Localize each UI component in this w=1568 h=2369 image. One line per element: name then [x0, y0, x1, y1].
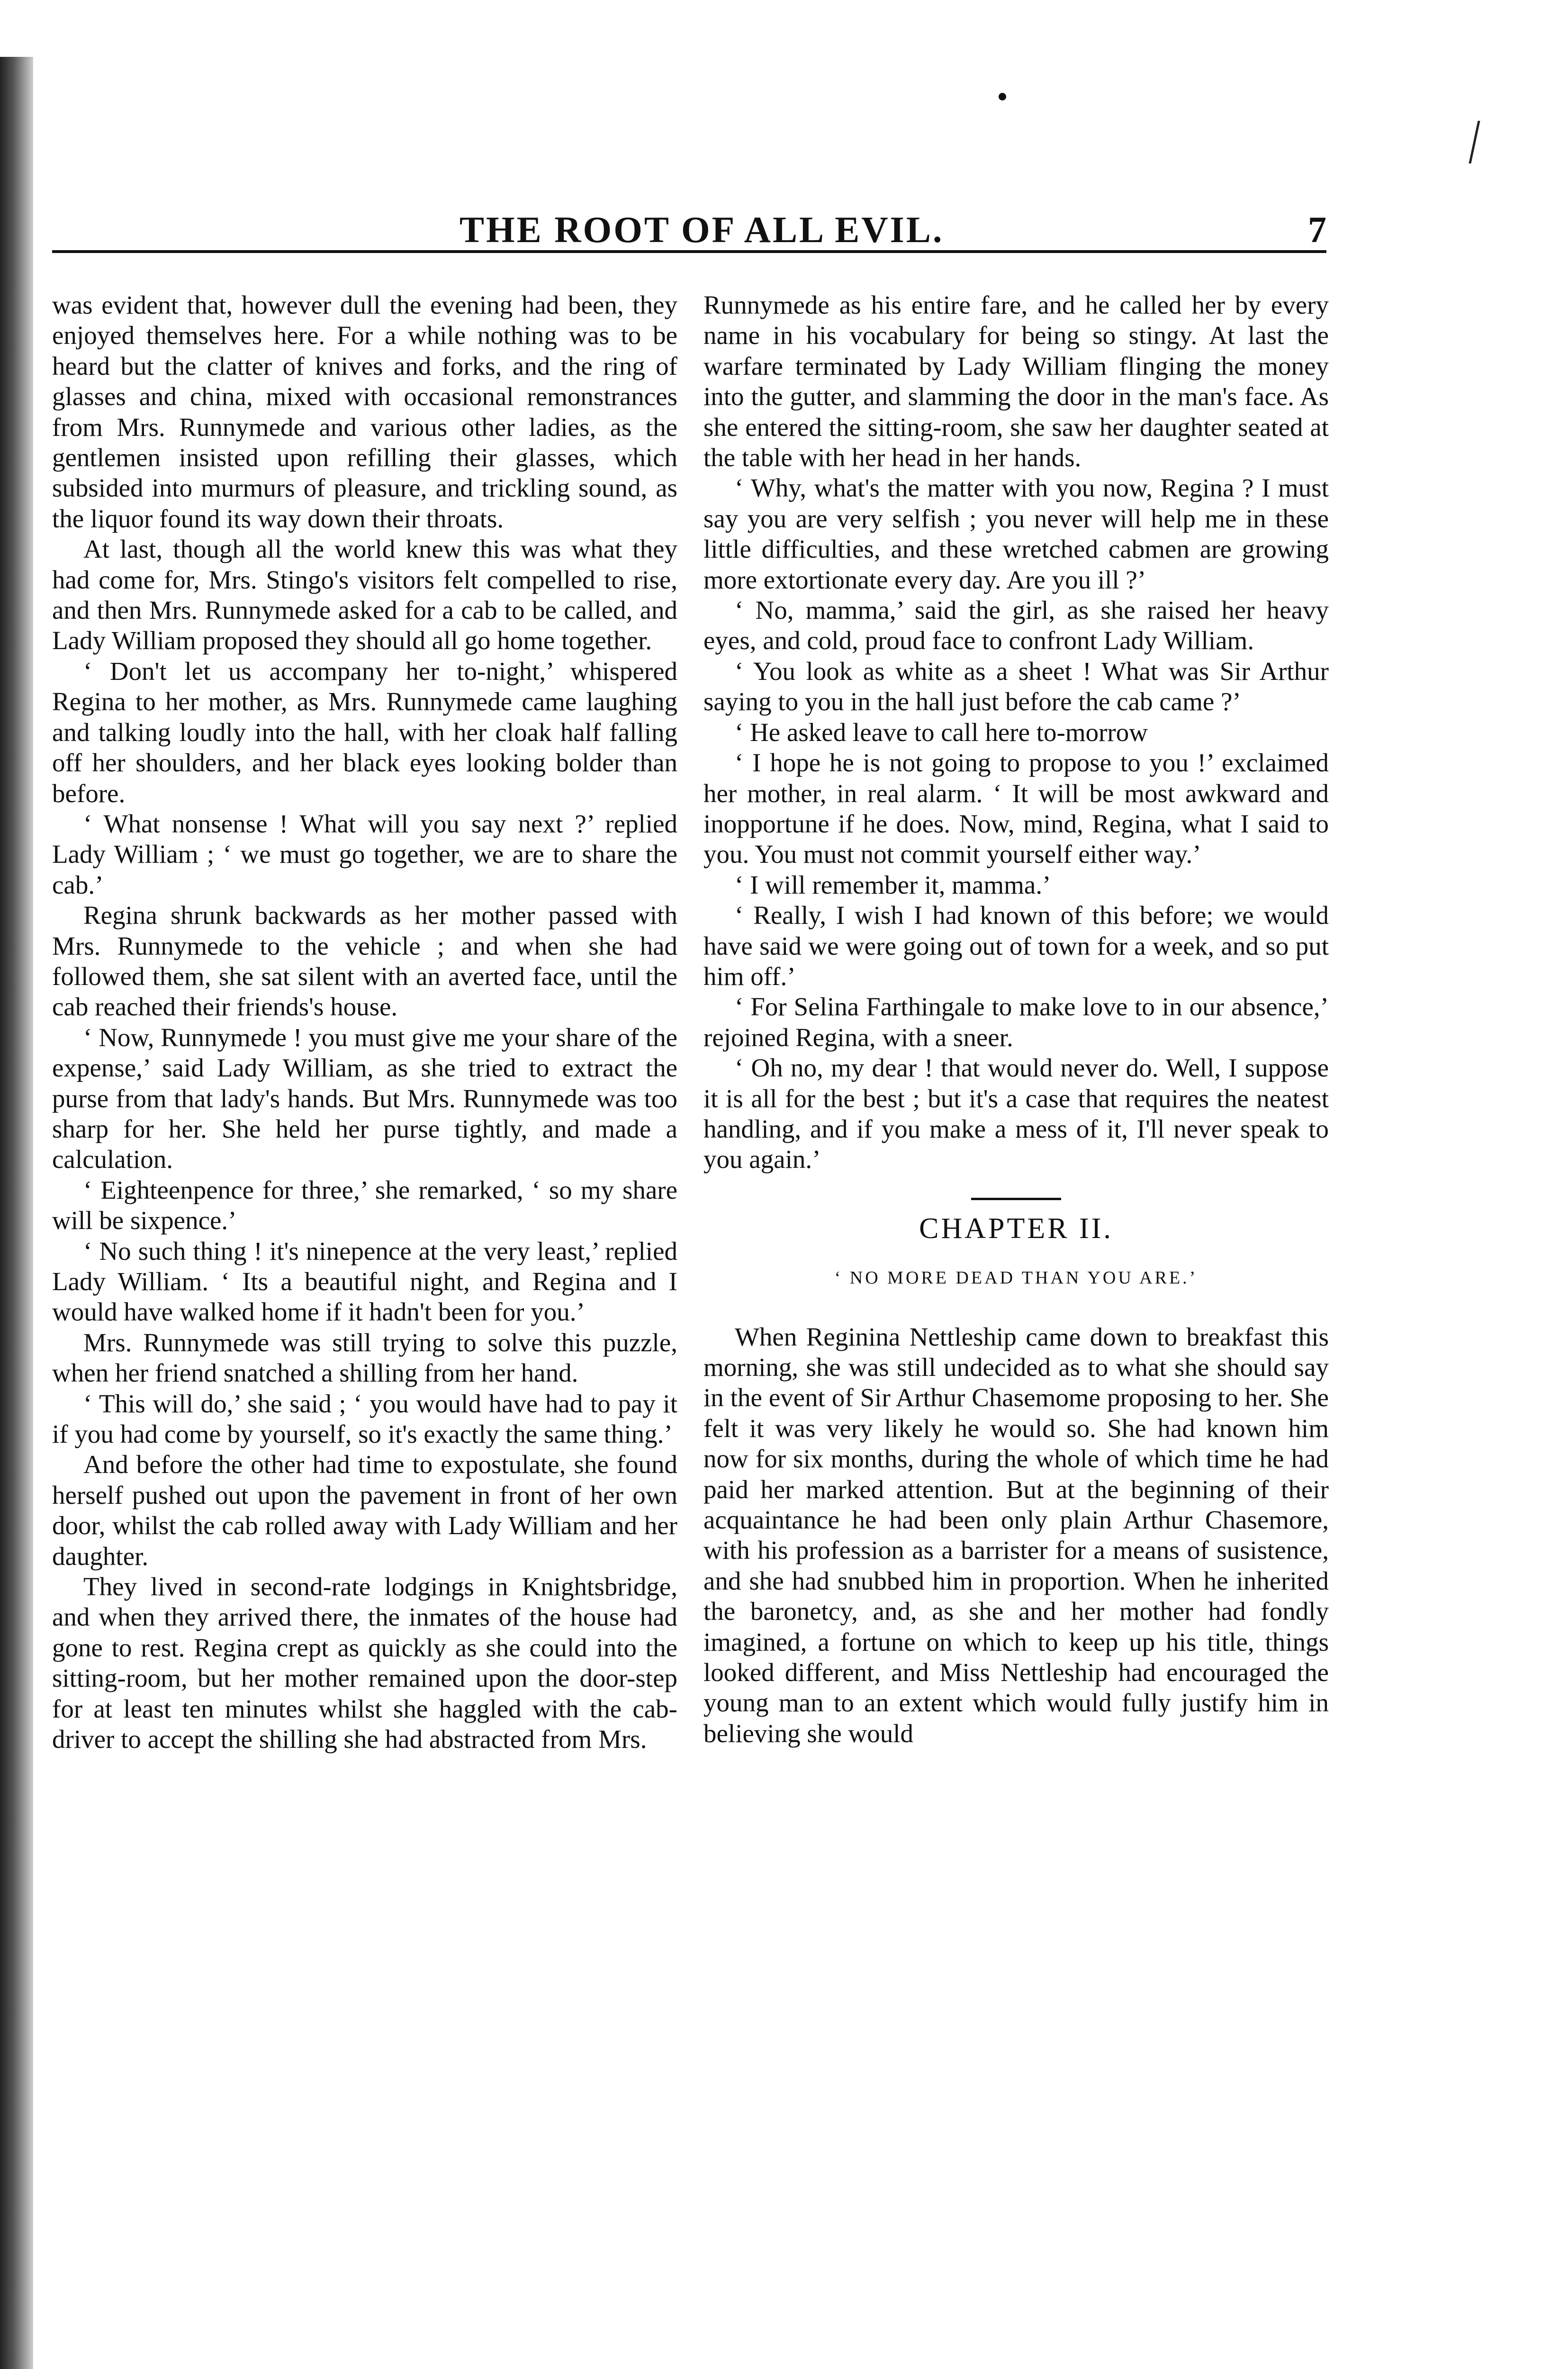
paragraph: ‘ Don't let us accompany her to-night,’ whispered Regina to her mother, as Mrs. Runnymede came laughing and talking loudly into the hall, with her cloak half falling off her shoulders, and her black eyes looking bolder than before. — [52, 656, 677, 808]
chapter-rule — [971, 1198, 1061, 1200]
paragraph: ‘ Really, I wish I had known of this before; we would have said we were going out of town for a week, and so put him off.’ — [703, 901, 1329, 991]
paragraph: ‘ No such thing ! it's ninepence at the very least,’ replied Lady William. ‘ Its a beautiful night, and Regina and I would have walked home if it hadn't been for you.’ — [52, 1236, 677, 1327]
binding-shadow — [0, 57, 33, 2369]
paragraph: was evident that, however dull the evening had been, they enjoyed themselves here. For a while nothing was to be heard but the clatter of knives and forks, and the ring of glasses and china, mixed with occasional remonstrances from Mrs. Runnymede and various other ladies, as the gentlemen insisted upon refilling their glasses, which subsided into murmurs of pleasure, and trickling sound, as the liquor found its way down their throats. — [52, 290, 677, 533]
paragraph: ‘ For Selina Farthingale to make love to in our absence,’ rejoined Regina, with a sneer. — [703, 992, 1329, 1052]
paragraph: ‘ Oh no, my dear ! that would never do. Well, I suppose it is all for the best ; but it's a case that requires the neatest handling, and if you make a mess of it, I'll never speak to you again.’ — [703, 1053, 1329, 1174]
paragraph: ‘ He asked leave to call here to-morrow — [735, 717, 1148, 747]
paragraph: They lived in second-rate lodgings in Knightsbridge, and when they arrived there, the inmates of the house had gone to rest. Regina crept as quickly as she could into the sitting-room, but her mother remained upon the door-step for at least ten minutes whilst she haggled with the cab-driver to accept the shilling she had abstracted from Mrs. — [52, 1572, 677, 1754]
paragraph: ‘ I will remember it, mamma.’ — [735, 870, 1051, 899]
paragraph: When Reginina Nettleship came down to breakfast this morning, she was still undecided as to what she should say in the event of Sir Arthur Chasemome proposing to her. She felt it was very likely he would so. She had known him now for six months, during the whole of which time he had paid her marked attention. But at the beginning of their acquaintance he had been only plain Arthur Chasemore, with his profession as a barrister for a means of susistence, and she had snubbed him in proportion. When he inherited the baronetcy, and, as she and her mother had fondly imagined, a fortune on which to keep up his title, things looked different, and Miss Nettleship had encouraged the young man to an extent which would fully justify him in believing she would — [703, 1322, 1329, 1748]
paragraph: ‘ You look as white as a sheet ! What was Sir Arthur saying to you in the hall just before the cab came ?’ — [703, 656, 1329, 716]
paragraph: ‘ I hope he is not going to propose to you !’ exclaimed her mother, in real alarm. ‘ It will be most awkward and inopportune if he does. Now, mind, Regina, what I said to you. You must not commit yourself either way.’ — [703, 748, 1329, 869]
running-title: THE ROOT OF ALL EVIL. — [460, 209, 944, 250]
paragraph: Mrs. Runnymede was still trying to solve this puzzle, when her friend snatched a shilling from her hand. — [52, 1328, 677, 1388]
paragraph: ‘ Now, Runnymede ! you must give me your share of the expense,’ said Lady William, as she tried to extract the purse from that lady's hands. But Mrs. Runnymede was too sharp for her. She held her purse tightly, and made a calculation. — [52, 1022, 677, 1174]
left-column — [52, 290, 677, 1755]
paragraph: ‘ Eighteenpence for three,’ she remarked, ‘ so my share will be sixpence.’ — [52, 1175, 677, 1235]
paragraph: ‘ Why, what's the matter with you now, Regina ? I must say you are very selfish ; you never will help me in these little difficulties, and these wretched cabmen are growing more extortionate every day. Are you ill ?’ — [703, 473, 1329, 594]
paragraph: ‘ No, mamma,’ said the girl, as she raised her heavy eyes, and cold, proud face to confront Lady William. — [703, 596, 1329, 655]
header-rule — [52, 250, 1326, 253]
paragraph: At last, though all the world knew this was what they had come for, Mrs. Stingo's visitors felt compelled to rise, and then Mrs. Runnymede asked for a cab to be called, and Lady William proposed they should all go home together. — [52, 534, 677, 655]
paragraph: ‘ This will do,’ she said ; ‘ you would have had to pay it if you had come by yourself, so it's exactly the same thing.’ — [52, 1389, 677, 1449]
right-column — [703, 290, 1329, 1749]
page-header — [52, 208, 1326, 256]
paragraph: And before the other had time to expostulate, she found herself pushed out upon the pavement in front of her own door, whilst the cab rolled away with Lady William and her daughter. — [52, 1450, 677, 1571]
paragraph: ‘ What nonsense ! What will you say next ?’ replied Lady William ; ‘ we must go together, we are to share the cab.’ — [52, 809, 677, 899]
page-number: 7 — [1308, 209, 1326, 250]
chapter-title: CHAPTER II. — [919, 1212, 1113, 1245]
ink-spot — [999, 93, 1006, 100]
pencil-mark — [1469, 121, 1487, 163]
paragraph: Regina shrunk backwards as her mother passed with Mrs. Runnymede to the vehicle ; and when she had followed them, she sat silent with an averted face, until the cab reached their friends's house. — [52, 901, 677, 1022]
paragraph: Runnymede as his entire fare, and he called her by every name in his vocabulary for being so stingy. At last the warfare terminated by Lady William flinging the money into the gutter, and slamming the door in the man's face. As she entered the sitting-room, she saw her daughter seated at the table with her head in her hands. — [703, 290, 1329, 472]
chapter-subtitle: ‘ NO MORE DEAD THAN YOU ARE.’ — [834, 1268, 1198, 1288]
